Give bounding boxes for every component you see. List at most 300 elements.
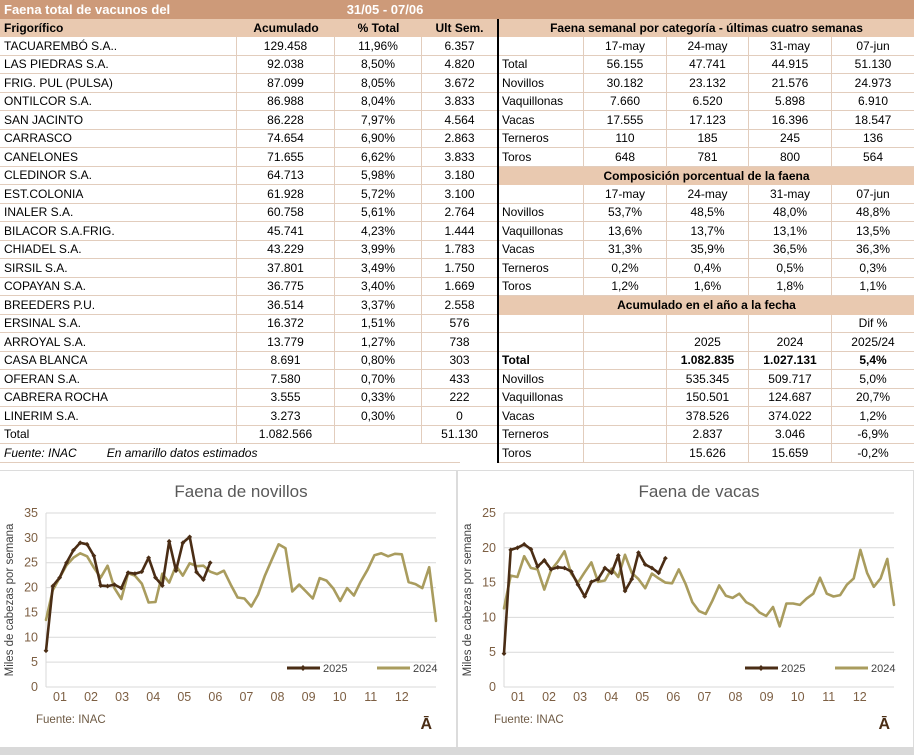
x-tick-label: 02 [84, 690, 99, 704]
x-tick-label: 01 [53, 690, 67, 704]
table-cell: 6.910 [857, 94, 889, 109]
table-cell: CABRERA ROCHA [0, 389, 237, 407]
table-row [499, 389, 914, 408]
table-cell: Toros [499, 278, 584, 296]
table-cell: 1.082.835 [667, 352, 749, 370]
table-cell: CASA BLANCA [0, 352, 237, 370]
table-cell [499, 333, 584, 351]
table-cell: 5,72% [335, 185, 422, 203]
table-cell: 24-may [667, 185, 749, 203]
table-cell: 1,2% [859, 408, 887, 423]
y-tick-label: 10 [482, 610, 496, 625]
table-cell: 0,4% [667, 259, 749, 277]
logo-glyph: Ā [420, 716, 432, 733]
table-cell: 48,5% [667, 204, 749, 222]
table-cell: 5,61% [335, 204, 422, 222]
table-cell: Total [499, 56, 584, 74]
table-cell: Toros [499, 148, 584, 166]
table-cell: 74.654 [237, 130, 335, 148]
table-cell: 0,3% [859, 260, 887, 275]
table-cell: Vaquillonas [499, 222, 584, 240]
table-row [0, 130, 497, 149]
table-cell: 36,5% [749, 241, 832, 259]
table-cell: 48,0% [749, 204, 832, 222]
table-cell: 4.820 [444, 57, 475, 72]
column-header-pct-total: % Total [357, 21, 400, 35]
table-cell: 185 [667, 130, 749, 148]
table-row [0, 426, 497, 445]
table-cell: 3.100 [444, 186, 475, 201]
table-cell: 31-may [749, 37, 832, 55]
table-cell: 3.672 [444, 75, 475, 90]
chart-novillos [0, 471, 455, 746]
table-cell: 374.022 [749, 407, 832, 425]
composition-table-title: Composición porcentual de la faena [499, 167, 914, 186]
table-cell: 1.027.131 [749, 352, 832, 370]
table-row [0, 389, 497, 408]
table-row [0, 148, 497, 167]
table-cell: 31,3% [584, 241, 667, 259]
report-header-band [0, 0, 914, 19]
table-row [0, 222, 497, 241]
table-cell: 3.555 [237, 389, 335, 407]
y-tick-label: 25 [24, 555, 38, 570]
x-tick-label: 06 [208, 690, 223, 704]
table-cell [584, 370, 667, 388]
table-cell: Terneros [499, 130, 584, 148]
legend-marker [300, 665, 306, 671]
table-row [499, 56, 914, 75]
x-tick-label: 03 [115, 690, 130, 704]
table-cell: 576 [449, 316, 470, 331]
table-cell: 07-jun [856, 186, 890, 201]
table-cell: 0,70% [335, 370, 422, 388]
table-cell: 648 [584, 148, 667, 166]
table-cell: 51.130 [441, 427, 478, 442]
table-cell: 7,97% [335, 111, 422, 129]
table-cell: TACUAREMBÓ S.A.. [0, 37, 237, 55]
table-cell: BILACOR S.A.FRIG. [0, 222, 237, 240]
table-cell: 2025 [667, 333, 749, 351]
table-cell: 6,90% [335, 130, 422, 148]
table-cell: 7.660 [584, 93, 667, 111]
table-cell: CANELONES [0, 148, 237, 166]
table-cell: 2.558 [444, 297, 475, 312]
y-tick-label: 30 [24, 530, 38, 545]
table-cell: 3,99% [335, 241, 422, 259]
table-cell: 1.669 [444, 279, 475, 294]
table-row [0, 167, 497, 186]
table-row [499, 185, 914, 204]
table-cell: 0,5% [749, 259, 832, 277]
table-row [0, 278, 497, 297]
table-cell: EST.COLONIA [0, 185, 237, 203]
table-cell: 6,62% [335, 148, 422, 166]
table-cell: CARRASCO [0, 130, 237, 148]
table-cell [584, 333, 667, 351]
table-cell: 2.837 [667, 426, 749, 444]
table-cell: 433 [449, 371, 470, 386]
table-cell: 738 [449, 334, 470, 349]
table-cell: 24-may [667, 37, 749, 55]
table-cell: Total [499, 352, 584, 370]
table-cell: 11,96% [335, 37, 422, 55]
table-cell: 0,80% [335, 352, 422, 370]
table-cell: INALER S.A. [0, 204, 237, 222]
table-cell: 0,2% [584, 259, 667, 277]
table-cell: Vacas [499, 407, 584, 425]
table-cell: 16.372 [237, 315, 335, 333]
table-cell: Novillos [499, 370, 584, 388]
x-tick-label: 05 [177, 690, 192, 704]
table-cell [499, 185, 584, 203]
table-cell: 30.182 [584, 74, 667, 92]
table-row [0, 185, 497, 204]
table-cell: 45.741 [237, 222, 335, 240]
table-row [499, 259, 914, 278]
table-cell [584, 407, 667, 425]
table-cell: 47.741 [667, 56, 749, 74]
chart-title: Faena de vacas [638, 482, 760, 501]
table-row [499, 444, 914, 463]
table-cell: 1,27% [335, 333, 422, 351]
x-tick-label: 07 [697, 690, 712, 704]
chart-vacas-panel [457, 471, 914, 748]
table-cell: 15.626 [667, 444, 749, 462]
table-cell: BREEDERS P.U. [0, 296, 237, 314]
x-tick-label: 04 [146, 690, 161, 704]
table-row [499, 278, 914, 297]
table-cell: LAS PIEDRAS S.A. [0, 56, 237, 74]
y-tick-label: 5 [31, 655, 38, 670]
table-cell: 13,6% [584, 222, 667, 240]
table-cell: Toros [499, 444, 584, 462]
x-tick-label: 03 [573, 690, 588, 704]
table-cell: Vacas [499, 111, 584, 129]
table-cell: 61.928 [237, 185, 335, 203]
chart-title: Faena de novillos [174, 482, 308, 501]
table-cell: 3,37% [335, 296, 422, 314]
logo-glyph: Ā [878, 716, 890, 733]
table-cell: 1,6% [667, 278, 749, 296]
category-tables [499, 37, 914, 463]
table-cell: 3,49% [335, 259, 422, 277]
table-cell: SIRSIL S.A. [0, 259, 237, 277]
table-row [0, 259, 497, 278]
table-cell: 5.898 [749, 93, 832, 111]
line-2024 [504, 550, 894, 627]
table-cell: 17.555 [584, 111, 667, 129]
y-tick-label: 35 [24, 506, 38, 520]
legend-marker [758, 665, 764, 671]
table-cell: 1,8% [749, 278, 832, 296]
table-cell: Terneros [499, 259, 584, 277]
table-row [499, 204, 914, 223]
table-cell: OFERAN S.A. [0, 370, 237, 388]
table-cell: ERSINAL S.A. [0, 315, 237, 333]
table-cell: CLEDINOR S.A. [0, 167, 237, 185]
x-tick-label: 11 [364, 690, 378, 704]
column-header-ult-sem: Ult Sem. [435, 21, 484, 35]
table-cell: SAN JACINTO [0, 111, 237, 129]
x-tick-label: 08 [270, 690, 285, 704]
table-cell: 2.863 [444, 131, 475, 146]
y-tick-label: 25 [482, 506, 496, 520]
table-cell: 1,51% [335, 315, 422, 333]
x-tick-label: 09 [759, 690, 774, 704]
x-tick-label: 10 [790, 690, 805, 704]
table-row [499, 148, 914, 167]
page-title: Faena total de vacunos del [4, 2, 171, 17]
table-row [0, 56, 497, 75]
source-note: Fuente: INAC [4, 445, 77, 460]
table-cell: 71.655 [237, 148, 335, 166]
table-cell: 37.801 [237, 259, 335, 277]
table-row [499, 352, 914, 371]
table-cell: 86.228 [237, 111, 335, 129]
table-row [0, 315, 497, 334]
table-cell: 6.520 [667, 93, 749, 111]
table-row [0, 296, 497, 315]
table-cell: 0,30% [335, 407, 422, 425]
x-tick-label: 09 [301, 690, 316, 704]
x-tick-label: 12 [394, 690, 409, 704]
table-cell: Novillos [499, 204, 584, 222]
table-cell: 20,7% [855, 390, 891, 405]
data-point-marker [44, 648, 49, 653]
table-row [499, 130, 914, 149]
y-tick-label: 0 [489, 680, 496, 694]
table-cell: 13,5% [855, 223, 891, 238]
table-cell: -0,2% [857, 445, 889, 460]
table-cell: 17-may [584, 37, 667, 55]
table-cell: 303 [449, 353, 470, 368]
table-cell: 5,0% [859, 371, 887, 386]
table-cell: 564 [862, 149, 884, 164]
table-cell: 07-jun [856, 38, 890, 53]
table-cell: 1.783 [444, 242, 475, 257]
table-cell: 129.458 [237, 37, 335, 55]
table-footnote [0, 444, 460, 463]
estimate-note: En amarillo datos estimados [106, 445, 258, 460]
table-cell: 0,33% [335, 389, 422, 407]
table-cell [749, 315, 832, 333]
table-cell: 35,9% [667, 241, 749, 259]
chart-novillos-panel [0, 471, 457, 748]
column-header-acumulado: Acumulado [253, 21, 319, 35]
table-row [499, 241, 914, 260]
table-row [0, 74, 497, 93]
table-cell: 48,8% [855, 205, 891, 220]
table-row [0, 333, 497, 352]
table-row [0, 352, 497, 371]
x-tick-label: 02 [542, 690, 557, 704]
y-tick-label: 20 [482, 540, 496, 555]
table-cell: 1.750 [444, 260, 475, 275]
table-row [499, 93, 914, 112]
column-header-frigorifico: Frigorífico [4, 21, 64, 35]
table-cell: LINERIM S.A. [0, 407, 237, 425]
x-tick-label: 01 [511, 690, 525, 704]
table-cell: 509.717 [749, 370, 832, 388]
table-cell: 1,1% [859, 279, 887, 294]
table-cell [499, 37, 584, 55]
x-tick-label: 08 [728, 690, 743, 704]
y-tick-label: 15 [482, 575, 496, 590]
table-cell: 2025/24 [851, 334, 895, 349]
table-cell: 110 [584, 130, 667, 148]
table-row [0, 204, 497, 223]
date-range: 31/05 - 07/06 [346, 2, 424, 17]
table-cell: 3.833 [444, 94, 475, 109]
table-cell: 13,1% [749, 222, 832, 240]
table-row [499, 333, 914, 352]
table-cell: 51.130 [854, 57, 892, 72]
table-cell: 13,7% [667, 222, 749, 240]
table-cell: 3,40% [335, 278, 422, 296]
table-cell: 781 [667, 148, 749, 166]
table-cell: ARROYAL S.A. [0, 333, 237, 351]
table-cell: FRIG. PUL (PULSA) [0, 74, 237, 92]
table-cell: 5,98% [335, 167, 422, 185]
x-tick-label: 05 [635, 690, 650, 704]
table-cell: 31-may [749, 185, 832, 203]
table-cell: 23.132 [667, 74, 749, 92]
table-cell: 245 [749, 130, 832, 148]
table-cell: 60.758 [237, 204, 335, 222]
table-cell [584, 352, 667, 370]
table-cell: 44.915 [749, 56, 832, 74]
table-cell: 15.659 [749, 444, 832, 462]
table-row [499, 426, 914, 445]
weekly-table-title: Faena semanal por categoría - últimas cuatro semanas [550, 21, 863, 35]
table-cell: 36,3% [855, 242, 891, 257]
table-row [0, 111, 497, 130]
table-cell: 222 [449, 390, 470, 405]
table-cell: Dif % [858, 316, 888, 331]
line-2025 [46, 537, 210, 651]
table-row [499, 222, 914, 241]
table-cell: 18.547 [854, 112, 892, 127]
table-cell: 8,04% [335, 93, 422, 111]
table-cell: 150.501 [667, 389, 749, 407]
table-cell: 1.444 [444, 223, 475, 238]
table-cell: 3.273 [237, 407, 335, 425]
table-cell: 2024 [749, 333, 832, 351]
x-tick-label: 11 [822, 690, 836, 704]
table-cell [584, 315, 667, 333]
table-cell: 535.345 [667, 370, 749, 388]
table-row [0, 407, 497, 426]
table-cell: 800 [749, 148, 832, 166]
window-bottom-strip [0, 747, 914, 755]
table-cell: 3.180 [444, 168, 475, 183]
table-cell [584, 444, 667, 462]
table-row [0, 370, 497, 389]
y-tick-label: 15 [24, 605, 38, 620]
table-cell: 92.038 [237, 56, 335, 74]
table-cell: Vaquillonas [499, 389, 584, 407]
table-row [499, 37, 914, 56]
y-tick-label: 10 [24, 630, 38, 645]
table-cell: 36.514 [237, 296, 335, 314]
slaughterhouse-table [0, 37, 497, 463]
table-cell: 64.713 [237, 167, 335, 185]
table-cell: CHIADEL S.A. [0, 241, 237, 259]
table-cell: 3.046 [749, 426, 832, 444]
charts-row [0, 470, 914, 748]
chart-vacas [458, 471, 913, 746]
table-cell: 8,05% [335, 74, 422, 92]
table-cell [584, 426, 667, 444]
table-cell: ONTILCOR S.A. [0, 93, 237, 111]
column-header-band [0, 19, 914, 37]
table-cell: 36.775 [237, 278, 335, 296]
table-cell: 21.576 [749, 74, 832, 92]
legend-label: 2025 [781, 663, 806, 675]
table-cell: 16.396 [749, 111, 832, 129]
table-cell: 136 [862, 131, 884, 146]
table-cell: 0 [456, 408, 463, 423]
table-cell: 8.691 [237, 352, 335, 370]
table-cell: Vacas [499, 241, 584, 259]
y-tick-label: 20 [24, 580, 38, 595]
table-cell: 2.764 [444, 205, 475, 220]
table-cell: 8,50% [335, 56, 422, 74]
x-tick-label: 10 [332, 690, 347, 704]
table-cell: 86.988 [237, 93, 335, 111]
table-cell: 7.580 [237, 370, 335, 388]
table-cell: 6.357 [444, 38, 475, 53]
chart-source: Fuente: INAC [36, 714, 106, 726]
table-row [499, 370, 914, 389]
legend-label: 2024 [871, 663, 896, 675]
table-row [0, 37, 497, 56]
y-axis-title: Miles de cabezas por semana [4, 523, 16, 677]
y-axis-title: Miles de cabezas por semana [462, 523, 474, 677]
legend-label: 2024 [413, 663, 438, 675]
table-cell: 17-may [584, 185, 667, 203]
table-row [499, 407, 914, 426]
x-tick-label: 12 [852, 690, 867, 704]
x-tick-label: 06 [666, 690, 681, 704]
table-cell: 17.123 [667, 111, 749, 129]
table-cell [499, 315, 584, 333]
table-row [0, 93, 497, 112]
table-cell: -6,9% [857, 427, 889, 442]
y-tick-label: 5 [489, 645, 496, 660]
table-cell [667, 315, 749, 333]
table-cell: 43.229 [237, 241, 335, 259]
table-row [499, 74, 914, 93]
table-row [0, 241, 497, 260]
table-cell: 13.779 [237, 333, 335, 351]
table-cell [584, 389, 667, 407]
chart-source: Fuente: INAC [494, 714, 564, 726]
table-cell: 56.155 [584, 56, 667, 74]
table-cell: 378.526 [667, 407, 749, 425]
table-row [499, 111, 914, 130]
table-cell: 124.687 [749, 389, 832, 407]
x-tick-label: 07 [239, 690, 254, 704]
table-cell: 5,4% [859, 353, 887, 368]
line-2024 [46, 544, 436, 621]
y-tick-label: 0 [31, 680, 38, 694]
table-cell [335, 426, 422, 444]
table-cell: 3.833 [444, 149, 475, 164]
table-cell: Vaquillonas [499, 93, 584, 111]
ytd-table-title: Acumulado en el año a la fecha [499, 296, 914, 315]
